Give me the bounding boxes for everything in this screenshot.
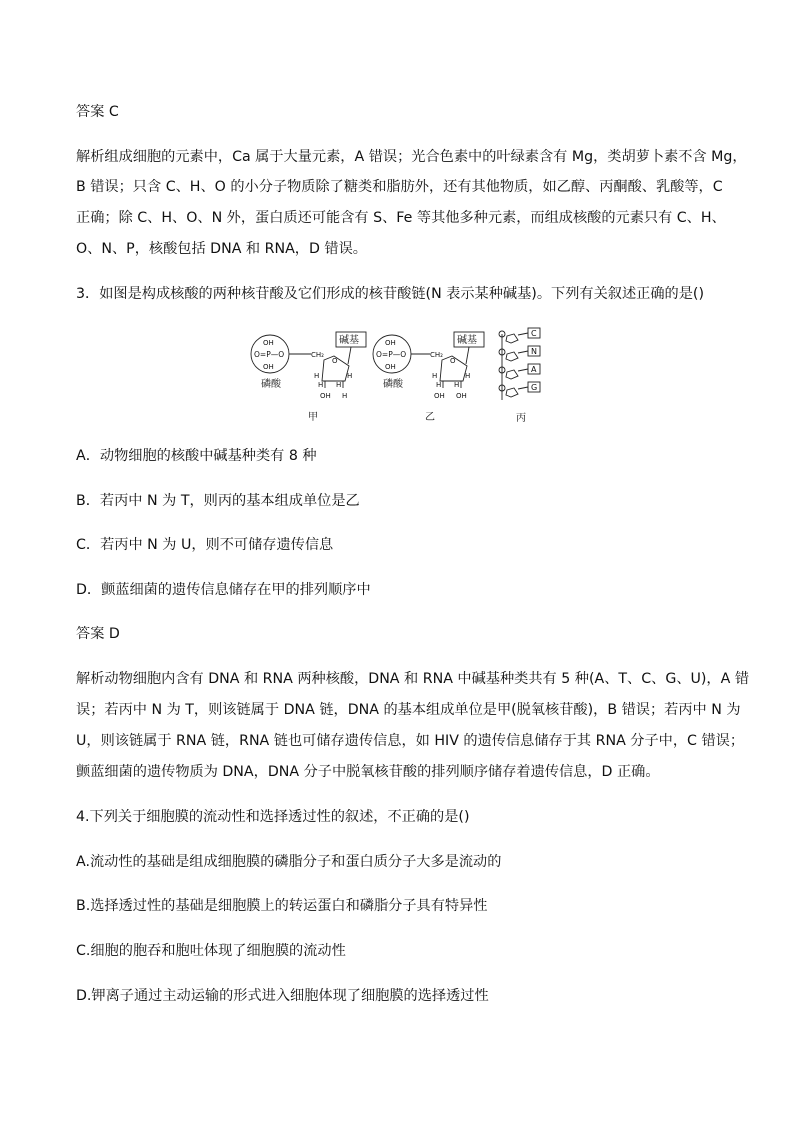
chain-unit [499, 328, 540, 343]
q2-explanation-line-4: O、N、P，核酸包括 DNA 和 RNA，D 错误。 [76, 241, 367, 257]
q3-explanation-line-1: 解析动物细胞内含有 DNA 和 RNA 两种核酸，DNA 和 RNA 中碱基种类共有 5 种(A、T、C、G、U)，A 错 [76, 671, 750, 687]
q2-explanation-line-1: 解析组成细胞的元素中，Ca 属于大量元素，A 错误；光合色素中的叶绿素含有 Mg，类胡萝卜素不含 Mg， [76, 149, 747, 165]
phosphate-oh-top: OH [263, 339, 274, 347]
label-yi: 乙 [425, 412, 435, 423]
q4-stem: 4.下列关于细胞膜的流动性和选择透过性的叙述，不正确的是() [76, 809, 470, 825]
nucleotide-jia [251, 332, 366, 423]
phosphate-oh-bottom: OH [263, 363, 274, 371]
ring-o: O [450, 357, 456, 365]
q3-option-a: A．动物细胞的核酸中碱基种类有 8 种 [76, 448, 317, 464]
nucleotide-figure [248, 326, 548, 426]
phosphate-label: 磷酸 [261, 379, 281, 390]
phosphate-core: O=P—O [254, 350, 285, 359]
q4-option-a: A.流动性的基础是组成细胞膜的磷脂分子和蛋白质分子大多是流动的 [76, 854, 502, 870]
q4-option-c: C.细胞的胞吞和胞吐体现了细胞膜的流动性 [76, 943, 346, 959]
ring-o: O [332, 357, 338, 365]
q3-explanation-line-4: 颤蓝细菌的遗传物质为 DNA，DNA 分子中脱氧核苷酸的排列顺序储存着遗传信息，D 正确。 [76, 764, 660, 780]
h-2: H [465, 372, 471, 380]
q3-option-c: C．若丙中 N 为 U，则不可储存遗传信息 [76, 537, 334, 553]
q3-answer: 答案 D [76, 626, 120, 642]
base-label: 碱基 [339, 335, 359, 346]
q2-explanation-line-3: 正确；除 C、H、O、N 外，蛋白质还可能含有 S、Fe 等其他多种元素，而组成核酸的元素只有 C、H、 [76, 210, 726, 226]
oh-c2: OH [456, 392, 467, 400]
base-label: 碱基 [457, 335, 477, 346]
oh-c3: OH [320, 392, 331, 400]
q4-option-d: D.钾离子通过主动运输的形式进入细胞体现了细胞膜的选择透过性 [76, 988, 489, 1004]
chain-base-1: C [531, 329, 537, 338]
h-4: H [336, 381, 342, 389]
chain-base-3: A [531, 365, 537, 374]
q3-explanation-line-3: U，则该链属于 RNA 链，RNA 链也可储存遗传信息，如 HIV 的遗传信息储存于其 RNA 分子中，C 错误； [76, 733, 745, 749]
label-jia: 甲 [308, 412, 318, 423]
chain-unit [499, 346, 540, 361]
q4-option-b: B.选择透过性的基础是细胞膜上的转运蛋白和磷脂分子具有特异性 [76, 898, 488, 914]
phosphate-label: 磷酸 [383, 379, 403, 390]
nucleotide-yi [373, 332, 484, 423]
phosphate-core: O=P—O [376, 350, 407, 359]
q3-option-b: B．若丙中 N 为 T，则丙的基本组成单位是乙 [76, 493, 360, 509]
phosphate-oh-bottom: OH [385, 363, 396, 371]
h-1: H [314, 372, 320, 380]
phosphate-oh-top: OH [385, 339, 396, 347]
oh-c3: OH [434, 392, 445, 400]
q3-explanation-line-2: 误；若丙中 N 为 T，则该链属于 DNA 链，DNA 的基本组成单位是甲(脱氧核苷酸)，B 错误；若丙中 N 为 [76, 702, 741, 718]
h-4: H [454, 381, 460, 389]
label-bing: 丙 [516, 413, 526, 424]
chain-unit [499, 382, 540, 397]
ch2-label: CH₂ [430, 351, 443, 359]
h-c2: H [342, 392, 348, 400]
chain-base-4: G [531, 383, 538, 392]
h-3: H [436, 381, 442, 389]
h-3: H [318, 381, 324, 389]
q3-stem: 3．如图是构成核酸的两种核苷酸及它们形成的核苷酸链(N 表示某种碱基)。下列有关叙述正确的是() [76, 286, 704, 302]
h-2: H [347, 372, 353, 380]
q3-option-d: D．颤蓝细菌的遗传信息储存在甲的排列顺序中 [76, 582, 371, 598]
chain-unit [499, 364, 540, 379]
h-1: H [432, 372, 438, 380]
chain-base-2: N [531, 347, 537, 356]
q2-explanation-line-2: B 错误；只含 C、H、O 的小分子物质除了糖类和脂肪外，还有其他物质，如乙醇、丙酮酸、乳酸等，C [76, 179, 723, 195]
q2-answer: 答案 C [76, 104, 119, 120]
ch2-label: CH₂ [311, 351, 324, 359]
nucleotide-chain-bing [499, 328, 540, 424]
